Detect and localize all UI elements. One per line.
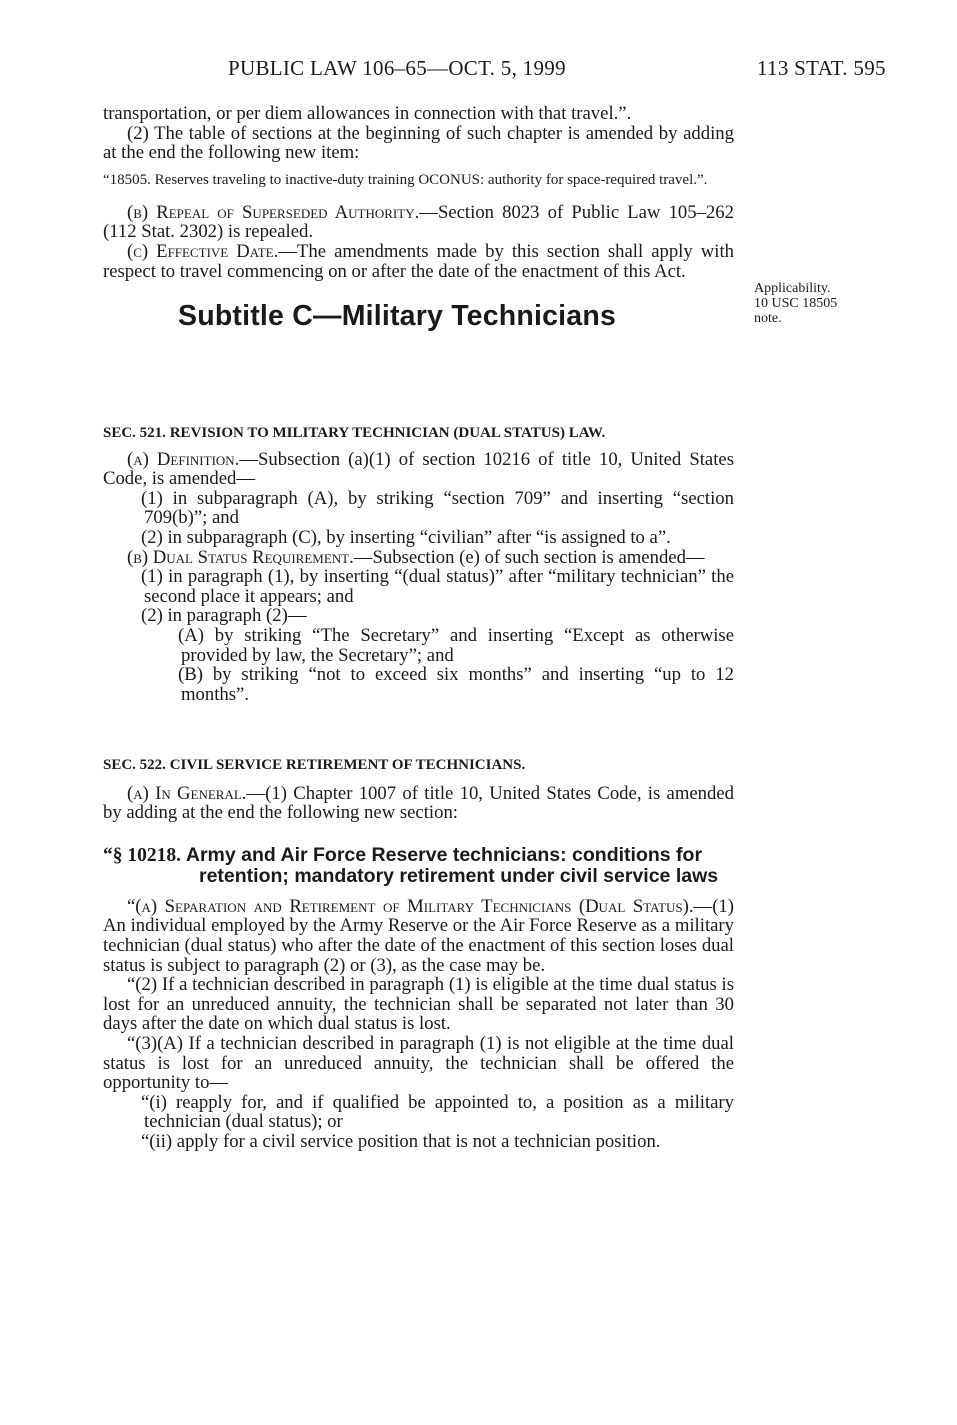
subsection-heading: “(a) Separation and Retirement of Military Technicians (Dual Status). bbox=[127, 895, 694, 917]
table-item: “18505. Reserves traveling to inactive-duty training OCONUS: authority for space-required travel.”. bbox=[103, 171, 708, 188]
subsection-a bbox=[103, 784, 734, 823]
subsection-heading: (a) Definition. bbox=[127, 448, 240, 470]
paragraph: (1) in subparagraph (A), by striking “section 709” and inserting “section 709(b)”; and bbox=[141, 487, 734, 529]
section-number: SEC. 521. bbox=[103, 425, 166, 441]
running-header-stat: 113 STAT. 595 bbox=[757, 56, 886, 80]
paragraph: “(2) If a technician described in paragraph (1) is eligible at the time dual status is lost for an unreduced annuity, the technician shall be separated not later than 30 days after the date on which dual status is lost. bbox=[103, 974, 734, 1035]
subsection-text: —Subsection (e) of such section is amended— bbox=[353, 546, 705, 568]
margin-note-line: Applicability. bbox=[754, 281, 831, 296]
subsection-heading: (c) Effective Date. bbox=[127, 240, 279, 262]
subsection-text: —Section 8023 of Public Law 105–262 (112 Stat. 2302) is repealed. bbox=[103, 201, 734, 243]
section-heading-521 bbox=[103, 424, 734, 444]
new-section-number: “§ 10218. bbox=[103, 844, 181, 866]
new-section-title: Army and Air Force Reserve technicians: conditions for retention; mandatory retirement under civil service laws bbox=[185, 843, 719, 887]
new-subsection-a bbox=[103, 897, 734, 975]
paragraph: (2) The table of sections at the beginning of such chapter is amended by adding at the end the following new item: bbox=[103, 122, 734, 164]
section-name: REVISION TO MILITARY TECHNICIAN (DUAL STATUS) LAW. bbox=[169, 425, 606, 441]
section-522 bbox=[103, 756, 734, 1152]
subsection-heading: (b) Dual Status Requirement. bbox=[127, 546, 354, 568]
subsection-b bbox=[103, 548, 734, 568]
new-section-heading bbox=[103, 845, 734, 887]
top-text-block bbox=[103, 103, 734, 333]
subsection-a bbox=[103, 450, 734, 489]
clause: “(ii) apply for a civil service position that is not a technician position. bbox=[141, 1130, 661, 1152]
paragraph: (1) in paragraph (1), by inserting “(dual status)” after “military technician” the second place it appears; and bbox=[141, 566, 734, 607]
paragraph: (2) in subparagraph (C), by inserting “civilian” after “is assigned to a”. bbox=[141, 526, 671, 548]
paragraph: (2) in paragraph (2)— bbox=[141, 605, 307, 627]
subsection-text: —The amendments made by this section shall apply with respect to travel commencing on or after the date of the enactment of this Act. bbox=[103, 240, 734, 282]
subsection-heading: (a) In General. bbox=[127, 782, 247, 804]
subtitle-heading: Subtitle C—Military Technicians bbox=[178, 300, 616, 333]
subparagraph: (A) by striking “The Secretary” and inserting “Except as otherwise provided by law, the Secretary”; and bbox=[178, 624, 734, 666]
subsection-text: —(1) Chapter 1007 of title 10, United States Code, is amended by adding at the end the following new section: bbox=[103, 782, 734, 824]
clause: “(i) reapply for, and if qualified be appointed to, a position as a military technician (dual status); or bbox=[141, 1091, 734, 1133]
margin-note-line: note. bbox=[754, 311, 782, 326]
margin-note bbox=[754, 281, 837, 326]
section-heading-522 bbox=[103, 756, 734, 776]
paragraph: transportation, or per diem allowances in connection with that travel.”. bbox=[103, 103, 632, 124]
subparagraph: (B) by striking “not to exceed six months” and inserting “up to 12 months”. bbox=[178, 664, 734, 705]
section-number: SEC. 522. bbox=[103, 757, 166, 773]
subsection-heading: (b) Repeal of Superseded Authority. bbox=[127, 201, 420, 223]
paragraph: “(3)(A) If a technician described in paragraph (1) is not eligible at the time dual status is lost for an unreduced annuity, the technician shall be offered the opportunity to— bbox=[103, 1032, 734, 1094]
running-header-title: PUBLIC LAW 106–65—OCT. 5, 1999 bbox=[228, 56, 566, 80]
section-521 bbox=[103, 424, 734, 704]
subsection-text: —Subsection (a)(1) of section 10216 of title 10, United States Code, is amended— bbox=[103, 448, 734, 490]
margin-note-line: 10 USC 18505 bbox=[754, 296, 838, 311]
subsection-b bbox=[103, 203, 734, 242]
subsection-text: —(1) An individual employed by the Army Reserve or the Air Force Reserve as a military technician (dual status) who after the date of the enactment of this section loses dual status is subject to paragraph (2) or (3), as the case may be. bbox=[103, 895, 734, 976]
subsection-c bbox=[103, 242, 734, 281]
section-name: CIVIL SERVICE RETIREMENT OF TECHNICIANS. bbox=[169, 757, 526, 773]
